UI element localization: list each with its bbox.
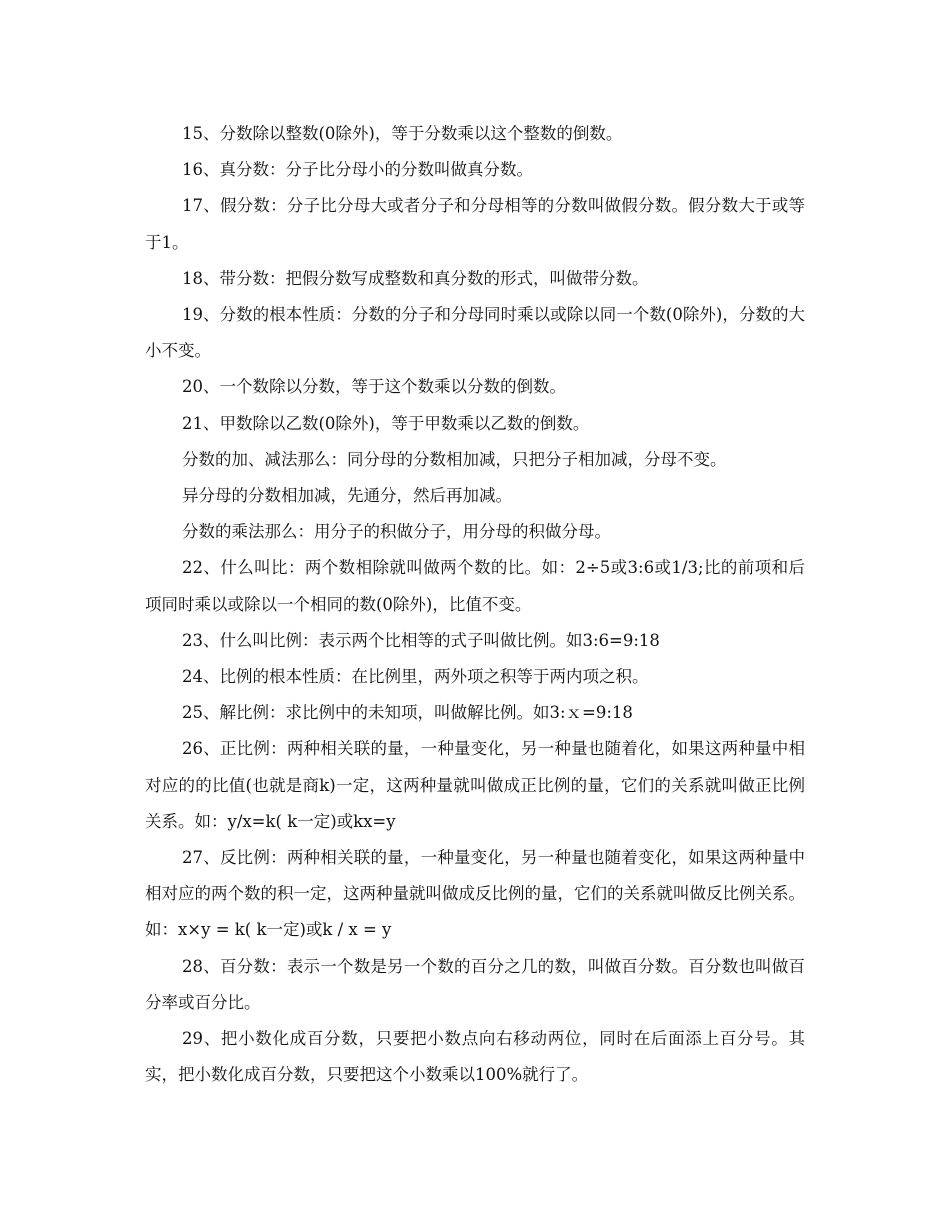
paragraph-fraction-add-unlike: 异分母的分数相加减，先通分，然后再加减。: [182, 486, 512, 506]
paragraph-24: 24、比例的根本性质：在比例里，两外项之积等于两内项之积。: [182, 667, 649, 687]
paragraph-20: 20、一个数除以分数，等于这个数乘以分数的倒数。: [182, 377, 566, 397]
paragraph-fraction-multiply-rule: 分数的乘法那么：用分子的积做分子，用分母的积做分母。: [182, 522, 611, 542]
paragraph-23: 23、什么叫比例：表示两个比相等的式子叫做比例。如3:6=9:18: [182, 630, 660, 650]
paragraph-29: 29、把小数化成百分数，只要把小数点向右移动两位，同时在后面添上百分号。其实，把小数化成百分数，只要把这个小数乘以100%就行了。: [145, 1029, 805, 1085]
paragraph-fraction-add-rule: 分数的加、减法那么：同分母的分数相加减，只把分子相加减，分母不变。: [182, 449, 727, 469]
paragraph-21: 21、甲数除以乙数(0除外)，等于甲数乘以乙数的倒数。: [182, 413, 590, 433]
paragraph-26: 26、正比例：两种相关联的量，一种量变化，另一种量也随着化，如果这两种量中相对应的的比值(也就是商k)一定，这两种量就叫做成正比例的量，它们的关系就叫做正比例关系。如：y/x=k( k一定)或kx=y: [145, 739, 805, 831]
document-page: [145, 116, 805, 1093]
paragraph-22: 22、什么叫比：两个数相除就叫做两个数的比。如：2÷5或3:6或1/3;比的前项和后项同时乘以或除以一个相同的数(0除外)，比值不变。: [145, 558, 805, 614]
paragraph-18: 18、带分数：把假分数写成整数和真分数的形式，叫做带分数。: [182, 268, 649, 288]
paragraph-15: 15、分数除以整数(0除外)，等于分数乘以这个整数的倒数。: [182, 124, 623, 143]
paragraph-28: 28、百分数：表示一个数是另一个数的百分之几的数，叫做百分数。百分数也叫做百分率或百分比。: [145, 956, 805, 1012]
paragraph-25: 25、解比例：求比例中的未知项，叫做解比例。如3:ｘ=9:18: [182, 703, 633, 723]
paragraph-17: 17、假分数：分子比分母大或者分子和分母相等的分数叫做假分数。假分数大于或等于1。: [145, 196, 805, 252]
paragraph-27: 27、反比例：两种相关联的量，一种量变化，另一种量也随着变化，如果这两种量中相对应的两个数的积一定，这两种量就叫做成反比例的量，它们的关系就叫做反比例关系。 如：x×y = k( k一定)或k / x = y: [145, 848, 805, 940]
paragraph-19: 19、分数的根本性质：分数的分子和分母同时乘以或除以同一个数(0除外)，分数的大小不变。: [145, 305, 805, 361]
paragraph-16: 16、真分数：分子比分母小的分数叫做真分数。: [182, 160, 533, 180]
